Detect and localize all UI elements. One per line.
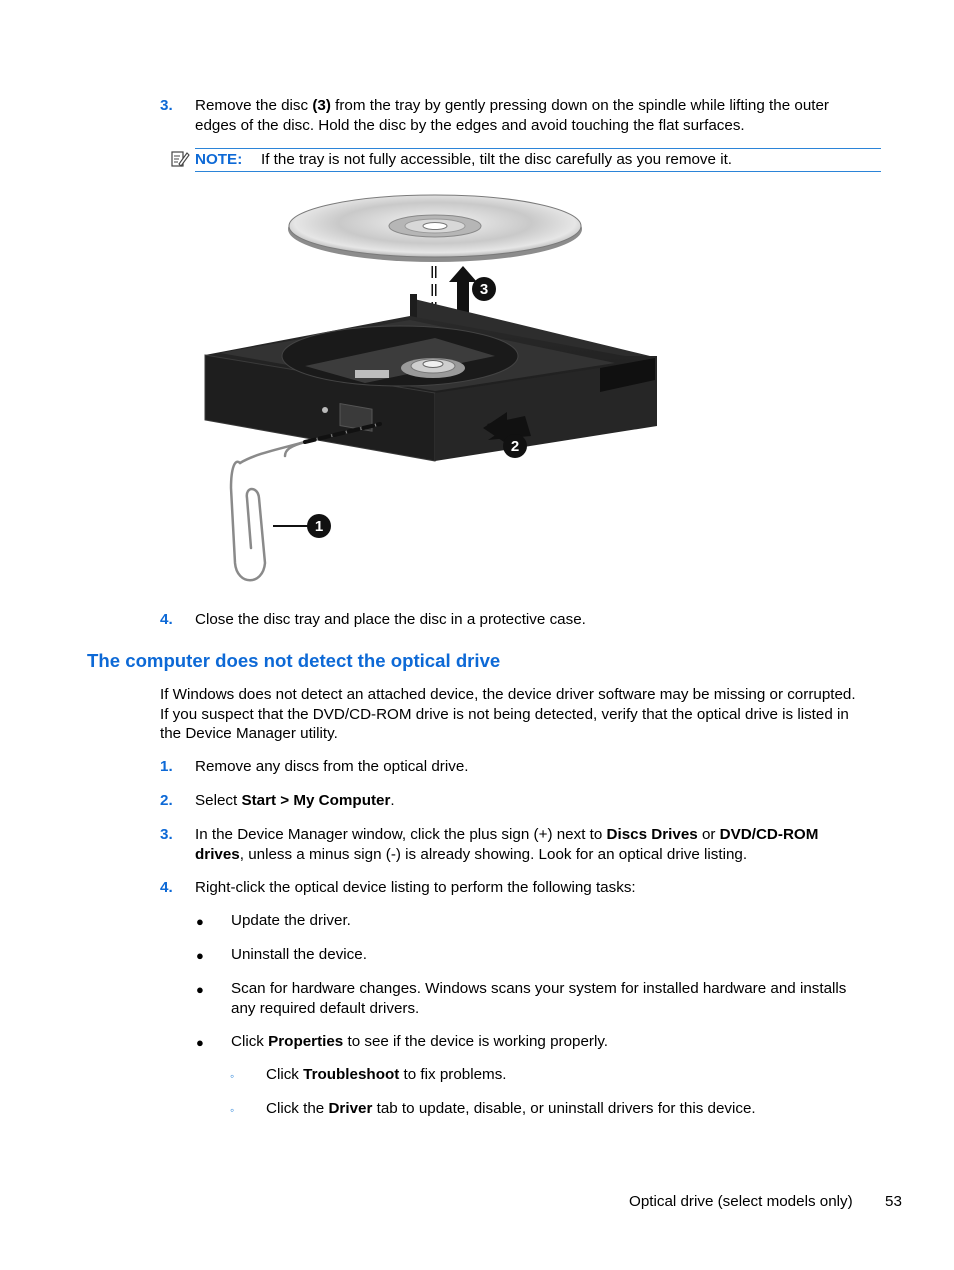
step-number: 4. xyxy=(160,611,173,628)
step-text-part: . xyxy=(390,792,395,809)
intro-paragraph xyxy=(160,685,890,744)
optical-drive-illustration xyxy=(195,188,665,590)
bullet-line: Scan for hardware changes. Windows scans your system for installed hardware and installs xyxy=(231,980,847,997)
step-number: 3. xyxy=(160,97,173,114)
bullet-icon: ● xyxy=(196,1035,204,1050)
step-text xyxy=(195,825,885,864)
note-text: If the tray is not fully accessible, tilt the disc carefully as you remove it. xyxy=(261,151,733,168)
step-text-part: In the Device Manager window, click the plus sign (+) next to xyxy=(195,826,607,843)
note-box xyxy=(195,148,881,172)
sub-bullet-text xyxy=(266,1065,507,1085)
sub-bullet-text-part: to fix problems. xyxy=(399,1066,507,1083)
svg-text:3: 3 xyxy=(479,281,489,298)
intro-line: If Windows does not detect an attached device, the device driver software may be missing or corrupted. xyxy=(160,686,856,703)
step-text-bold: Start > My Computer xyxy=(241,792,391,809)
svg-text:1: 1 xyxy=(314,518,324,535)
sub-bullet-icon: ◦ xyxy=(230,1069,235,1083)
step-text-bold: Discs Drives xyxy=(606,826,698,843)
intro-line: the Device Manager utility. xyxy=(160,725,338,742)
bullet-text xyxy=(231,1032,608,1052)
section-heading: The computer does not detect the optical drive xyxy=(87,650,501,671)
note-pencil-icon xyxy=(170,149,190,169)
bullet-text xyxy=(231,979,891,1018)
step-number: 2. xyxy=(160,792,173,809)
step-text: Remove any discs from the optical drive. xyxy=(195,758,469,775)
svg-text:2: 2 xyxy=(510,438,520,455)
bullet-text-part: Click xyxy=(231,1033,269,1050)
step-text: Right-click the optical device listing to perform the following tasks: xyxy=(195,879,636,896)
sub-bullet-text-bold: Driver xyxy=(328,1100,373,1117)
step-text-part: Select xyxy=(195,792,242,809)
bullet-icon: ● xyxy=(196,914,204,929)
bullet-text: Update the driver. xyxy=(231,912,351,929)
sub-bullet-text-part: Click xyxy=(266,1066,304,1083)
step-text xyxy=(195,96,885,135)
step-number: 1. xyxy=(160,758,173,775)
intro-line: If you suspect that the DVD/CD-ROM drive is not being detected, verify that the optical drive is listed in xyxy=(160,705,849,723)
sub-bullet-text-part: Click the xyxy=(266,1100,329,1117)
callout-3 xyxy=(472,277,496,301)
step-text-bold: (3) xyxy=(312,97,331,114)
step-text-bold: DVD/CD-ROM xyxy=(719,826,819,843)
step-text-part: , unless a minus sign (-) is already showing. Look for an optical drive listing. xyxy=(239,845,748,863)
sub-bullet-text-part: tab to update, disable, or uninstall drivers for this device. xyxy=(372,1100,756,1117)
step-number: 4. xyxy=(160,879,173,896)
bullet-text-bold: Properties xyxy=(268,1033,344,1050)
note-label: NOTE: xyxy=(195,151,243,168)
bullet-icon: ● xyxy=(196,982,204,997)
step-text-part: edges of the disc. Hold the disc by the edges and avoid touching the flat surfaces. xyxy=(195,116,745,134)
bullet-text-part: to see if the device is working properly. xyxy=(343,1033,609,1050)
bullet-text: Uninstall the device. xyxy=(231,946,367,963)
step-text-bold: drives xyxy=(195,845,240,863)
step-text xyxy=(195,791,395,811)
step-text-part: Remove the disc xyxy=(195,97,313,114)
sub-bullet-text xyxy=(266,1099,756,1119)
bullet-line: any required default drivers. xyxy=(231,999,420,1017)
callout-2 xyxy=(503,434,527,458)
footer-section-title: Optical drive (select models only) xyxy=(629,1193,853,1210)
step-number: 3. xyxy=(160,826,173,843)
bullet-icon: ● xyxy=(196,948,204,963)
sub-bullet-text-bold: Troubleshoot xyxy=(303,1066,400,1083)
step-text-part: or xyxy=(697,826,720,843)
step-text: Close the disc tray and place the disc in a protective case. xyxy=(195,611,586,628)
sub-bullet-icon: ◦ xyxy=(230,1103,235,1117)
step-text-part: from the tray by gently pressing down on the spindle while lifting the outer xyxy=(330,97,829,114)
disc-tray-illustration xyxy=(205,316,657,461)
callout-1 xyxy=(307,514,331,538)
disc-illustration xyxy=(288,195,582,262)
page-number: 53 xyxy=(885,1193,902,1210)
